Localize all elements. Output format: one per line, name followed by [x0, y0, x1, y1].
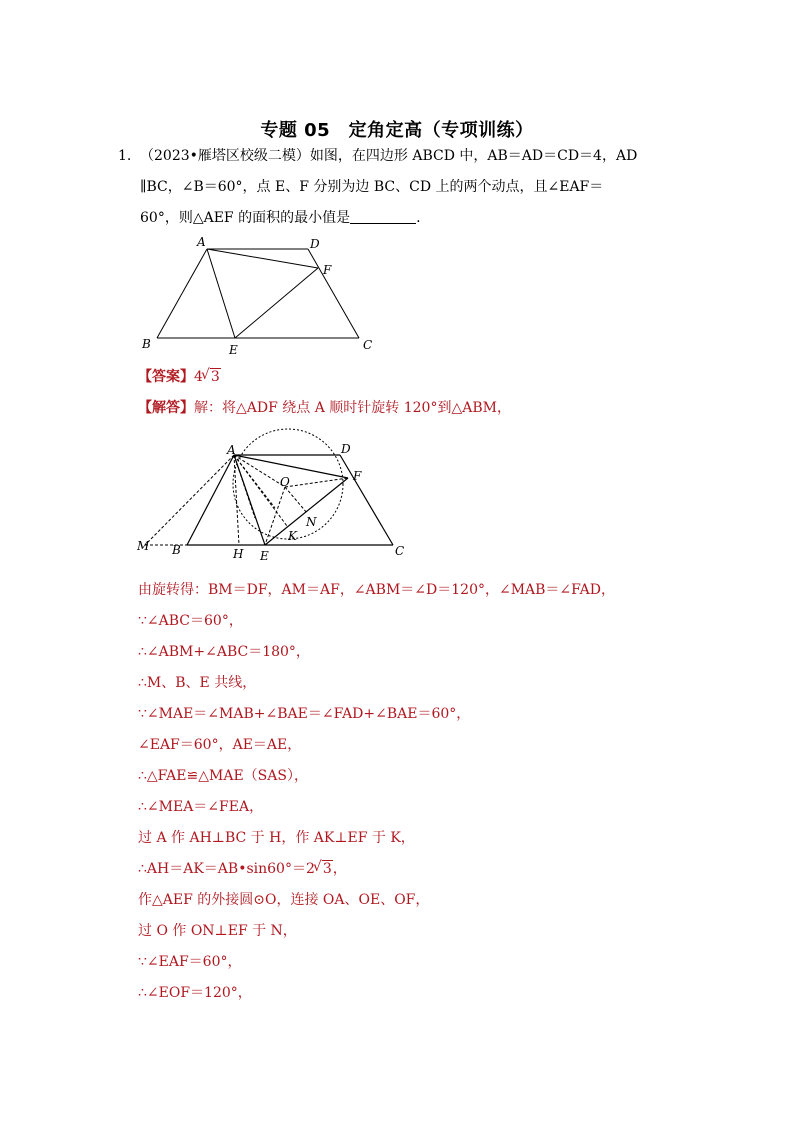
question-1: [118, 141, 688, 234]
label-C: C: [363, 338, 373, 352]
label-D: D: [310, 237, 320, 251]
segment-DC: [308, 249, 359, 338]
label-B: B: [142, 337, 151, 351]
answer-line: [138, 366, 221, 386]
label-H: H: [233, 547, 244, 561]
step: 由旋转得：BM＝DF，AM＝AF，∠ABM＝∠D＝120°，∠MAB＝∠FAD，: [138, 582, 615, 598]
label-M: M: [137, 539, 150, 553]
segment-EF: [235, 268, 318, 338]
step: ∵∠MAE＝∠MAB+∠BAE＝∠FAD+∠BAE＝60°，: [138, 706, 471, 722]
step-sin-radicand: 3: [322, 861, 332, 877]
step: ∵∠EAF＝60°，: [138, 954, 242, 970]
segment-ON: [285, 487, 307, 513]
question-line-1: （2023•雁塔区校级二模）如图，在四边形 ABCD 中，AB＝AD＝CD＝4，AD: [140, 148, 638, 164]
segment-AM: [145, 455, 234, 545]
question-text: [140, 141, 688, 234]
step: ∴∠EOF＝120°，: [138, 985, 252, 1001]
step: ∵∠ABC＝60°，: [138, 613, 243, 629]
label-O: O: [280, 475, 290, 489]
step-sin-sqrt: [315, 854, 333, 885]
step-sin-tail: ，: [332, 861, 347, 877]
question-line-3: [140, 203, 688, 234]
solution-intro: 解：将△ADF 绕点 A 顺时针旋转 120°到△ABM，: [194, 400, 511, 416]
step: 过 A 作 AH⊥BC 于 H，作 AK⊥EF 于 K，: [138, 830, 415, 846]
answer-blank: [350, 209, 416, 224]
segment-AB: [187, 455, 234, 545]
label-N: N: [306, 515, 317, 529]
label-E: E: [229, 343, 238, 357]
label-F: F: [353, 469, 362, 483]
question-line-3-text: 60°，则△AEF 的面积的最小值是: [140, 210, 351, 226]
label-E: E: [260, 549, 269, 563]
label-D: D: [341, 442, 351, 456]
label-K: K: [288, 529, 297, 543]
label-A: A: [197, 235, 206, 249]
step: ∠EAF＝60°，AE＝AE，: [138, 737, 302, 753]
answer-radicand: 3: [210, 369, 220, 385]
question-line-2: ∥BC，∠B＝60°，点 E、F 分别为边 BC、CD 上的两个动点，且∠EAF＝: [140, 179, 604, 195]
step: ∴△FAE≌△MAE（SAS），: [138, 768, 308, 784]
question-period: .: [416, 210, 421, 226]
step: 过 O 作 ON⊥EF 于 N，: [138, 923, 297, 939]
step: 作△AEF 的外接圆⊙O，连接 OA、OE、OF，: [138, 892, 430, 908]
segment-AF: [234, 455, 348, 478]
page-title: 专题 05 定角定高（专项训练）: [260, 120, 534, 141]
step: ∴∠MEA＝∠FEA，: [138, 799, 264, 815]
segment-DC: [340, 455, 393, 545]
segment-AB: [157, 249, 207, 338]
label-B: B: [172, 543, 181, 557]
figure-quadrilateral: [140, 232, 380, 362]
answer-coefficient: 4: [194, 369, 203, 385]
step-sin-text: ∴AH＝AK＝AB•sin60°＝2: [138, 861, 315, 877]
label-F: F: [323, 263, 332, 277]
segment-AE: [207, 249, 235, 338]
step-sin: [138, 854, 698, 885]
question-number: 1.: [118, 148, 132, 164]
segment-AK: [234, 455, 287, 526]
segment-A-aux2: [234, 455, 275, 508]
segment-AF: [207, 249, 318, 268]
solution-steps: [138, 575, 698, 1009]
step: ∴∠ABM+∠ABC＝180°，: [138, 644, 310, 660]
answer-sqrt: [203, 369, 221, 385]
step: ∴M、B、E 共线，: [138, 675, 257, 691]
label-A: A: [227, 443, 236, 457]
solution-tag: 【解答】: [138, 400, 194, 416]
answer-tag: 【答案】: [138, 369, 194, 385]
label-C: C: [395, 544, 405, 558]
solution-heading: [138, 397, 511, 417]
figure-solution: [135, 428, 410, 563]
